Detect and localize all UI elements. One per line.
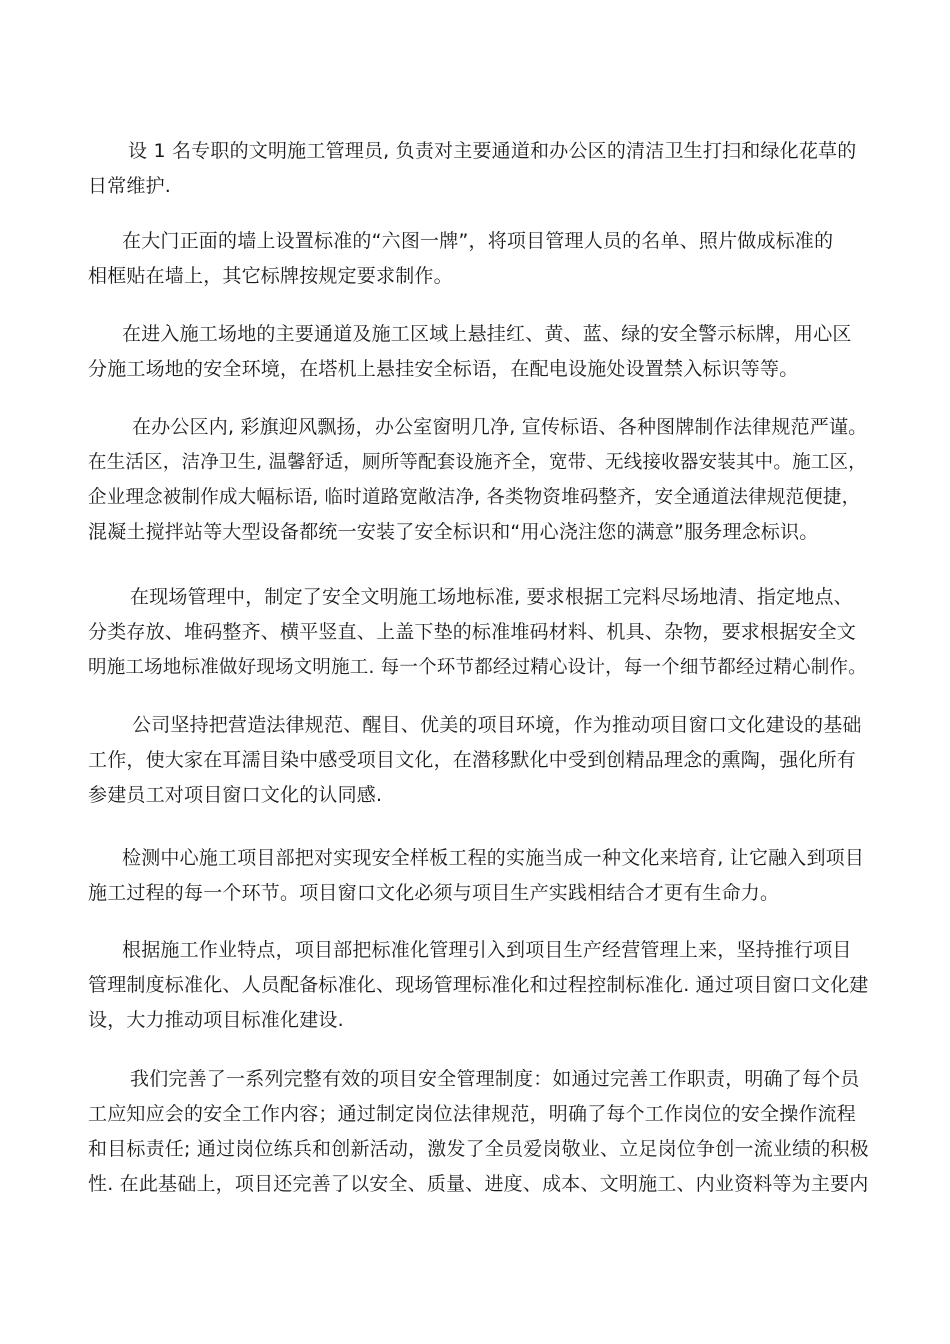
paragraph-line: 企业理念被制作成大幅标语, 临时道路宽敞洁净, 各类物资堆码整齐，安全通道法律规范便捷， xyxy=(88,487,861,508)
paragraph-9 xyxy=(88,1062,878,1202)
paragraph-line: 设，大力推动项目标准化建设. xyxy=(88,1009,344,1031)
paragraph-line: 根据施工作业特点，项目部把标准化管理引入到项目生产经营管理上来，坚持推行项目 xyxy=(122,939,852,961)
paragraph-line: 工应知应会的安全工作内容；通过制定岗位法律规范，明确了每个工作岗位的安全操作流程 xyxy=(88,1103,857,1125)
paragraph-2 xyxy=(88,224,878,294)
paragraph-5 xyxy=(88,580,878,685)
paragraph-7 xyxy=(88,841,878,911)
paragraph-line: 施工过程的每一个环节。项目窗口文化必须与项目生产实践相结合才更有生命力。 xyxy=(88,882,780,904)
paragraph-line: 公司坚持把营造法律规范、醒目、优美的项目环境，作为推动项目窗口文化建设的基础 xyxy=(132,714,862,736)
paragraph-3 xyxy=(88,317,878,387)
paragraph-line: 设 1 名专职的文明施工管理员, 负责对主要通道和办公区的清洁卫生打扫和绿化花草的 xyxy=(128,140,857,162)
paragraph-line: 管理制度标准化、人员配备标准化、现场管理标准化和过程控制标准化. 通过项目窗口文化建 xyxy=(88,974,869,996)
paragraph-line: 在办公区内, 彩旗迎风飘扬，办公室窗明几净, 宣传标语、各种图牌制作法律规范严谨。 xyxy=(132,416,868,438)
paragraph-1 xyxy=(88,134,878,204)
paragraph-line: 分施工场地的安全环境，在塔机上悬挂安全标语，在配电设施处设置禁入标识等等。 xyxy=(88,358,799,380)
paragraph-4 xyxy=(88,410,878,550)
paragraph-line: 在大门正面的墙上设置标准的“六图一牌”，将项目管理人员的名单、照片做成标准的 xyxy=(122,230,834,252)
paragraph-line: 工作，使大家在耳濡目染中感受项目文化，在潜移默化中受到创精品理念的熏陶，强化所有 xyxy=(88,749,857,771)
paragraph-line: 性. 在此基础上，项目还完善了以安全、质量、进度、成本、文明施工、内业资料等为主要内 xyxy=(88,1173,869,1195)
paragraph-line: 在进入施工场地的主要通道及施工区域上悬挂红、黄、蓝、绿的安全警示标牌，用心区 xyxy=(122,323,852,345)
paragraph-line: 明施工场地标准做好现场文明施工. 每一个环节都经过精心设计，每一个细节都经过精心制作。 xyxy=(88,657,867,678)
paragraph-line: 参建员工对项目窗口文化的认同感. xyxy=(88,784,383,806)
paragraph-8 xyxy=(88,933,878,1038)
paragraph-line: 相框贴在墙上，其它标牌按规定要求制作。 xyxy=(88,265,453,287)
paragraph-line: 和目标责任; 通过岗位练兵和创新活动，激发了全员爱岗敬业、立足岗位争创一流业绩的积极 xyxy=(88,1138,869,1160)
paragraph-line: 日常维护. xyxy=(88,175,172,197)
paragraph-line: 混凝土搅拌站等大型设备都统一安装了安全标识和“用心浇注您的满意”服务理念标识。 xyxy=(88,521,819,543)
paragraph-line: 在现场管理中，制定了安全文明施工场地标准, 要求根据工完料尽场地清、指定地点、 xyxy=(130,586,853,608)
paragraph-line: 在生活区，洁净卫生, 温馨舒适，厕所等配套设施齐全，宽带、无线接收器安装其中。施工区， xyxy=(88,452,867,473)
paragraph-line: 我们完善了一系列完整有效的项目安全管理制度：如通过完善工作职责，明确了每个员 xyxy=(130,1068,860,1090)
paragraph-line: 分类存放、堆码整齐、横平竖直、上盖下垫的标准堆码材料、机具、杂物，要求根据安全文 xyxy=(88,621,857,643)
paragraph-line: 检测中心施工项目部把对实现安全样板工程的实施当成一种文化来培育, 让它融入到项目 xyxy=(122,847,865,869)
paragraph-6 xyxy=(88,708,878,813)
